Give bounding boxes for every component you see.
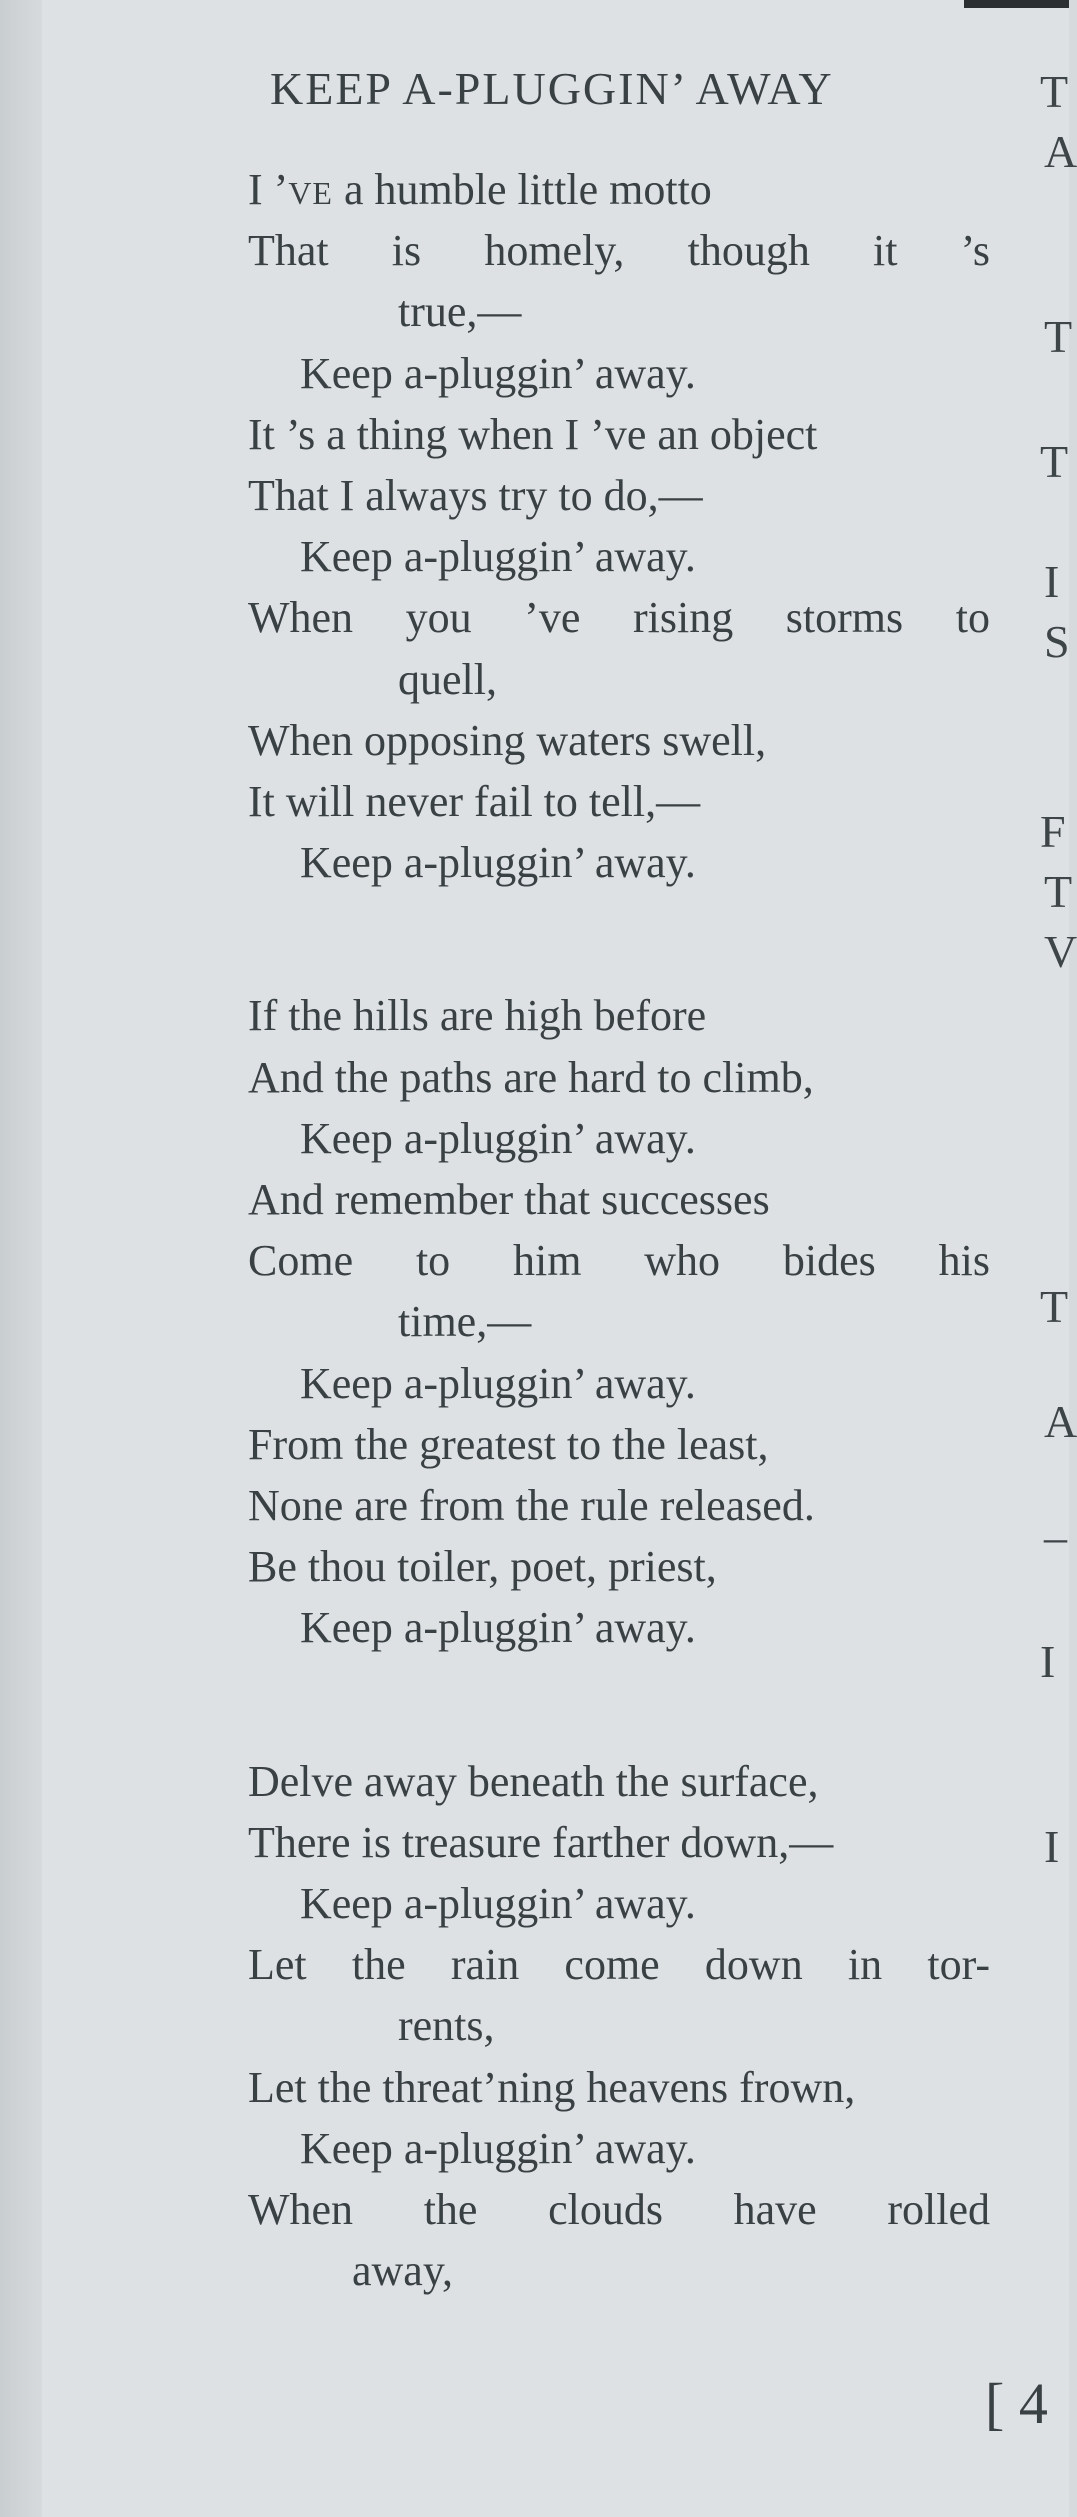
facing-page-letter: A	[1044, 126, 1077, 177]
poem-line: If the hills are high before	[248, 991, 707, 1041]
poem-refrain-line: Keep a-pluggin’ away.	[300, 532, 696, 582]
poem-line: And remember that successes	[248, 1175, 770, 1224]
facing-page-letter: I	[1040, 1636, 1056, 1687]
poem-refrain-line: Keep a-pluggin’ away.	[300, 838, 696, 888]
poem-line: Delve away beneath the surface,	[248, 1756, 819, 1806]
poem-line: And the paths are hard to climb,	[248, 1052, 814, 1102]
poem-refrain-line: Keep a-pluggin’ away.	[300, 1603, 696, 1653]
poem-line: quell,	[398, 654, 497, 704]
facing-page-letter: T	[1040, 66, 1069, 117]
poem-line: It will never fail to tell,—	[248, 777, 701, 826]
poem-line: When you ’ve rising storms to	[248, 593, 990, 643]
poem-title: KEEP A-PLUGGIN’ AWAY	[270, 63, 834, 114]
poem-line: When opposing waters swell,	[248, 715, 767, 765]
poem-line: From the greatest to the least,	[248, 1419, 769, 1469]
poem-line: When the clouds have rolled	[248, 2185, 990, 2234]
poem-line: Be thou toiler, poet, priest,	[248, 1542, 717, 1592]
facing-page-letter: I	[1044, 556, 1060, 607]
poem-line: Come to him who bides his	[248, 1236, 990, 1286]
poem-line: I ’VE a humble little motto	[248, 165, 712, 214]
poem-refrain-line: Keep a-pluggin’ away.	[300, 1358, 696, 1408]
poem-refrain-line: Keep a-pluggin’ away.	[300, 1113, 696, 1163]
facing-page-letter: S	[1044, 616, 1070, 667]
page-gutter-shadow	[0, 0, 42, 2517]
poem-line: Let the threat’ning heavens frown,	[248, 2062, 856, 2112]
poem-line: rents,	[398, 2001, 495, 2051]
page-number: [ 4	[985, 2371, 1048, 2436]
facing-page-letter: F	[1040, 806, 1066, 857]
facing-page-letter: V	[1044, 926, 1077, 977]
poem-line: time,—	[398, 1297, 532, 1347]
poem-line: true,—	[398, 287, 522, 337]
facing-page-letter: I	[1044, 1821, 1060, 1872]
poem-line: It ’s a thing when I ’ve an object	[248, 409, 818, 459]
poem-line: Let the rain come down in tor-	[248, 1940, 990, 1990]
facing-page-letter: T	[1040, 436, 1069, 487]
facing-page-letter: –	[1044, 1511, 1067, 1562]
poem-refrain-line: Keep a-pluggin’ away.	[300, 2123, 696, 2173]
poem-line: That is homely, though it ’s	[248, 226, 990, 276]
facing-page-letter: T	[1040, 1281, 1069, 1332]
poem-refrain-line: Keep a-pluggin’ away.	[300, 1879, 696, 1928]
poem-line: away,	[352, 2246, 453, 2296]
poem-line: That I always try to do,—	[248, 471, 703, 520]
facing-page-letter: T	[1044, 866, 1073, 917]
poem-line: None are from the rule released.	[248, 1481, 815, 1530]
facing-page-letter: A	[1044, 1396, 1077, 1447]
poem-refrain-line: Keep a-pluggin’ away.	[300, 348, 696, 398]
facing-page-letter: T	[1044, 311, 1073, 362]
facing-page-top-edge	[964, 0, 1069, 8]
poem-line: There is treasure farther down,—	[248, 1817, 834, 1867]
